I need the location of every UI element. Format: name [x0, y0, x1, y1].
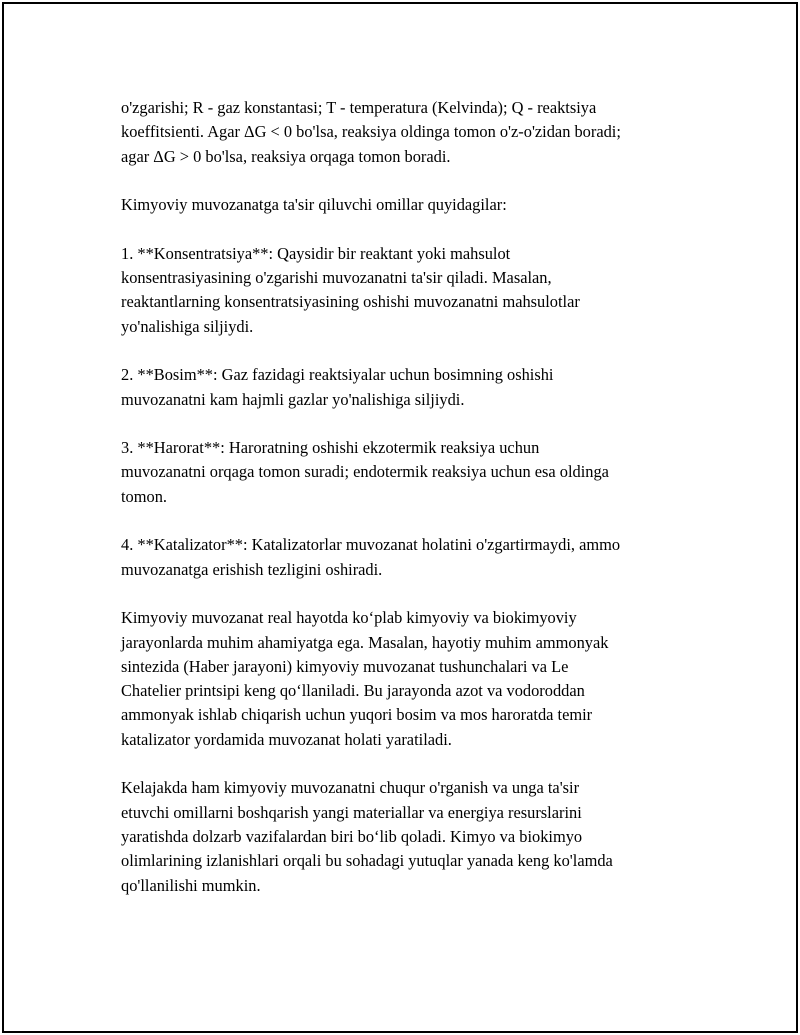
text-line: etuvchi omillarni boshqarish yangi materiallar va energiya resurslarini: [121, 802, 582, 822]
text-line: katalizator yordamida muvozanat holati yaratiladi.: [121, 729, 452, 749]
text-line: 4. **Katalizator**: Katalizatorlar muvozanat holatini o'zgartirmaydi, ammo: [121, 535, 621, 555]
paragraph-intro: [121, 96, 691, 169]
text-line: olimlarining izlanishlari orqali bu sohadagi yutuqlar yanada keng ko'lamda: [121, 851, 613, 871]
text-line: Kelajakda ham kimyoviy muvozanatni chuqur o'rganish va unga ta'sir: [121, 778, 580, 798]
page-frame: [2, 2, 798, 1033]
text-line: koeffitsienti. Agar ΔG < 0 bo'lsa, reaksiya oldinga tomon o'z-o'zidan boradi;: [121, 122, 621, 142]
text-line: yo'nalishiga siljiydi.: [121, 316, 254, 336]
document-body: [121, 96, 691, 898]
text-line: agar ΔG > 0 bo'lsa, reaksiya orqaga tomon boradi.: [121, 146, 451, 166]
text-line: o'zgarishi; R - gaz konstantasi; T - temperatura (Kelvinda); Q - reaktsiya: [121, 98, 597, 117]
list-item-catalyst: [121, 533, 691, 582]
text-line: 2. **Bosim**: Gaz fazidagi reaktsiyalar uchun bosimning oshishi: [121, 365, 554, 385]
text-line: reaktantlarning konsentratsiyasining oshishi muvozanatni mahsulotlar: [121, 292, 580, 312]
text-line: sintezida (Haber jarayoni) kimyoviy muvozanat tushunchalari va Le: [121, 656, 569, 676]
text-line: qo'llanilishi mumkin.: [121, 875, 261, 895]
text-line: muvozanatni orqaga tomon suradi; endotermik reaksiya uchun esa oldinga: [121, 462, 609, 482]
list-item-concentration: [121, 242, 691, 339]
text-line: Kimyoviy muvozanatga ta'sir qiluvchi omillar quyidagilar:: [121, 195, 507, 215]
text-line: Kimyoviy muvozanat real hayotda ko‘plab kimyoviy va biokimyoviy: [121, 608, 577, 628]
text-line: Chatelier printsipi keng qo‘llaniladi. Bu jarayonda azot va vodoroddan: [121, 681, 585, 701]
text-line: tomon.: [121, 486, 167, 506]
text-line: 1. **Konsentratsiya**: Qaysidir bir reaktant yoki mahsulot: [121, 243, 511, 263]
text-line: yaratishda dolzarb vazifalardan biri bo‘lib qoladi. Kimyo va biokimyo: [121, 826, 583, 846]
text-line: muvozanatni kam hajmli gazlar yo'nalishiga siljiydi.: [121, 389, 465, 409]
text-line: muvozanatga erishish tezligini oshiradi.: [121, 559, 383, 579]
text-line: konsentrasiyasining o'zgarishi muvozanatni ta'sir qiladi. Masalan,: [121, 268, 552, 288]
text-line: jarayonlarda muhim ahamiyatga ega. Masalan, hayotiy muhim ammonyak: [121, 632, 609, 652]
list-item-temperature: [121, 436, 691, 509]
paragraph-future: [121, 776, 691, 897]
text-line: ammonyak ishlab chiqarish uchun yuqori bosim va mos haroratda temir: [121, 705, 593, 725]
paragraph-factors-heading: [121, 193, 691, 217]
list-item-pressure: [121, 363, 691, 412]
text-line: 3. **Harorat**: Haroratning oshishi ekzotermik reaksiya uchun: [121, 438, 540, 458]
paragraph-real-life: [121, 606, 691, 752]
